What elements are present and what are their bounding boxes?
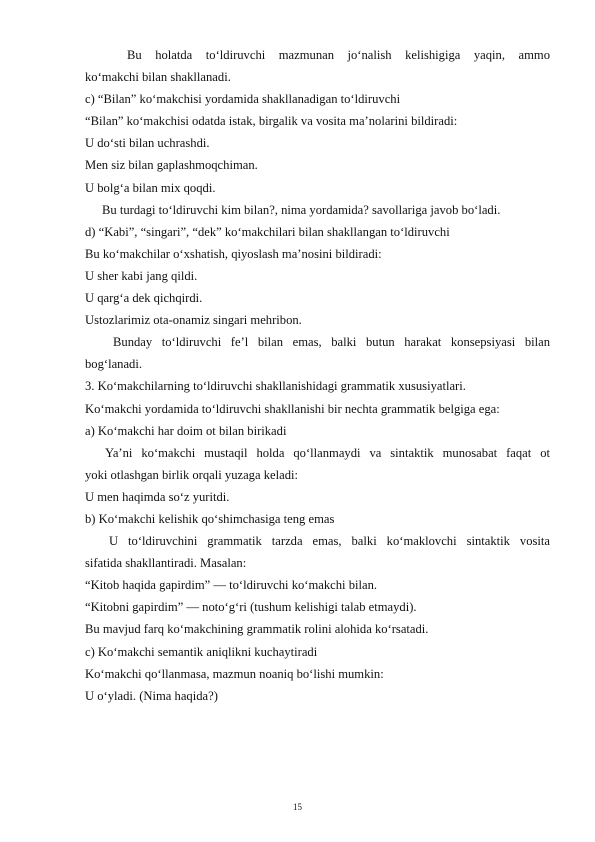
paragraph-line: Bu holatda toʻldiruvchi mazmunan joʻnalish kelishigiga yaqin, ammo	[127, 48, 550, 62]
paragraph-line: Bunday toʻldiruvchi fe’l bilan emas, balki butun harakat konsepsiyasi bilan	[113, 335, 550, 350]
page-number: 15	[293, 802, 302, 812]
paragraph-line: U toʻldiruvchini grammatik tarzda emas, balki koʻmaklovchi sintaktik vosita	[109, 534, 550, 549]
example-sentence: U bolgʻa bilan mix qoqdi.	[85, 180, 216, 195]
example-sentence: U sher kabi jang qildi.	[85, 268, 198, 283]
paragraph-line: Bu turdagi toʻldiruvchi kim bilan?, nima yordamida? savollariga javob boʻladi.	[102, 202, 501, 217]
paragraph-line: “Bilan” koʻmakchisi odatda istak, birgalik va vosita maʼnolarini bildiradi:	[85, 114, 458, 129]
example-sentence: Ustozlarimiz ota-onamiz singari mehribon.	[85, 313, 302, 328]
section-heading: c) Koʻmakchi semantik aniqlikni kuchaytiradi	[85, 644, 318, 659]
paragraph-line: sifatida shakllantiradi. Masalan:	[85, 556, 247, 571]
paragraph-line: Bu koʻmakchilar oʻxshatish, qiyoslash maʼnosini bildiradi:	[85, 246, 382, 261]
document-page	[85, 44, 550, 707]
example-sentence: U doʻsti bilan uchrashdi.	[85, 136, 210, 151]
section-heading: c) “Bilan” koʻmakchisi yordamida shakllanadigan toʻldiruvchi	[85, 92, 401, 107]
section-heading: d) “Kabi”, “singari”, “dek” koʻmakchilari bilan shakllangan toʻldiruvchi	[85, 224, 450, 239]
paragraph-line: koʻmakchi bilan shakllanadi.	[85, 70, 231, 85]
example-sentence: “Kitob haqida gapirdim” — toʻldiruvchi koʻmakchi bilan.	[85, 578, 378, 593]
example-sentence: “Kitobni gapirdim” — notoʻgʻri (tushum kelishigi talab etmaydi).	[85, 600, 417, 615]
example-sentence: U qargʻa dek qichqirdi.	[85, 291, 203, 306]
example-sentence: U oʻyladi. (Nima haqida?)	[85, 688, 218, 703]
section-heading: 3. Koʻmakchilarning toʻldiruvchi shakllanishidagi grammatik xususiyatlari.	[85, 379, 466, 394]
paragraph-line: Yaʼni koʻmakchi mustaqil holda qoʻllanmaydi va sintaktik munosabat faqat ot	[105, 445, 550, 460]
paragraph-line: Bu mavjud farq koʻmakchining grammatik rolini alohida koʻrsatadi.	[85, 622, 429, 637]
section-heading: a) Koʻmakchi har doim ot bilan birikadi	[85, 423, 287, 438]
paragraph-line: Koʻmakchi qoʻllanmasa, mazmun noaniq boʻlishi mumkin:	[85, 666, 384, 681]
paragraph-line: yoki otlashgan birlik orqali yuzaga keladi:	[85, 467, 298, 482]
example-sentence: U men haqimda soʻz yuritdi.	[85, 489, 230, 504]
example-sentence: Men siz bilan gaplashmoqchiman.	[85, 158, 258, 173]
paragraph-line: Koʻmakchi yordamida toʻldiruvchi shakllanishi bir nechta grammatik belgiga ega:	[85, 401, 500, 416]
section-heading: b) Koʻmakchi kelishik qoʻshimchasiga teng emas	[85, 511, 335, 526]
paragraph-line: bogʻlanadi.	[85, 357, 143, 372]
